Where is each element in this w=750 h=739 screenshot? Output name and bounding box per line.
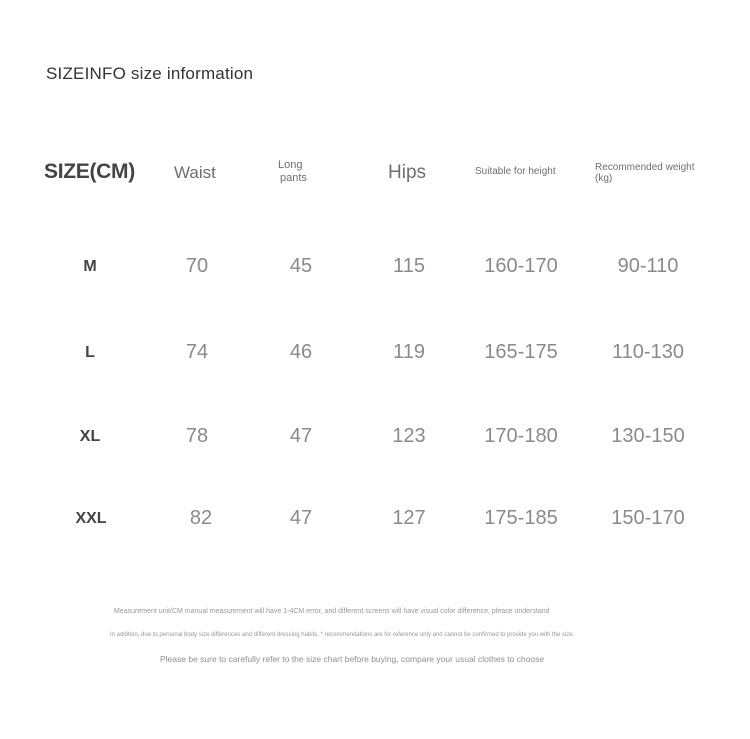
cell-long-pants: 45	[289, 255, 313, 277]
cell-size: XXL	[75, 510, 107, 527]
header-hips: Hips	[388, 162, 427, 183]
table-row	[0, 255, 750, 285]
cell-size: M	[83, 258, 97, 275]
cell-waist: 70	[185, 255, 209, 277]
cell-waist: 74	[185, 341, 209, 363]
cell-weight: 150-170	[611, 507, 685, 529]
cell-weight: 90-110	[617, 255, 679, 277]
cell-height: 175-185	[484, 507, 558, 529]
note-refer-size-chart: Please be sure to carefully refer to the size chart before buying, compare your usual clothes to choose	[160, 654, 545, 664]
cell-long-pants: 47	[289, 507, 313, 529]
header-recommended-weight: Recommended weight (kg)	[595, 162, 695, 184]
table-row	[0, 425, 750, 455]
header-waist: Waist	[174, 163, 216, 182]
page-title: SIZEINFO size information	[46, 64, 254, 83]
note-reference-only: In addition, due to personal body size differences and different dressing habits, * recommendations are for reference only and cannot be confirmed to provide you with the size.	[110, 632, 575, 638]
header-suitable-height: Suitable for height	[475, 166, 556, 177]
table-row	[0, 341, 750, 371]
cell-hips: 115	[393, 255, 425, 277]
cell-hips: 119	[393, 341, 425, 363]
cell-waist: 82	[189, 507, 213, 529]
table-row	[0, 507, 750, 537]
cell-long-pants: 46	[289, 341, 313, 363]
cell-height: 160-170	[484, 255, 558, 277]
cell-waist: 78	[185, 425, 209, 447]
note-measurement-error: Measurement unit/CM manual measurement will have 1-4CM error, and different screens will have visual color difference, please understand	[114, 608, 550, 615]
header-long-pants	[278, 159, 307, 185]
cell-long-pants: 47	[289, 425, 313, 447]
cell-height: 170-180	[484, 425, 558, 447]
cell-weight: 110-130	[612, 341, 684, 363]
header-size: SIZE(CM)	[44, 160, 135, 183]
cell-size: L	[85, 344, 95, 361]
cell-weight: 130-150	[611, 425, 685, 447]
cell-height: 165-175	[484, 341, 558, 363]
cell-hips: 127	[392, 507, 426, 529]
header-long-pants-line1: Long	[278, 159, 303, 171]
cell-size: XL	[79, 428, 101, 445]
cell-hips: 123	[392, 425, 426, 447]
header-long-pants-line2: pants	[280, 172, 307, 184]
